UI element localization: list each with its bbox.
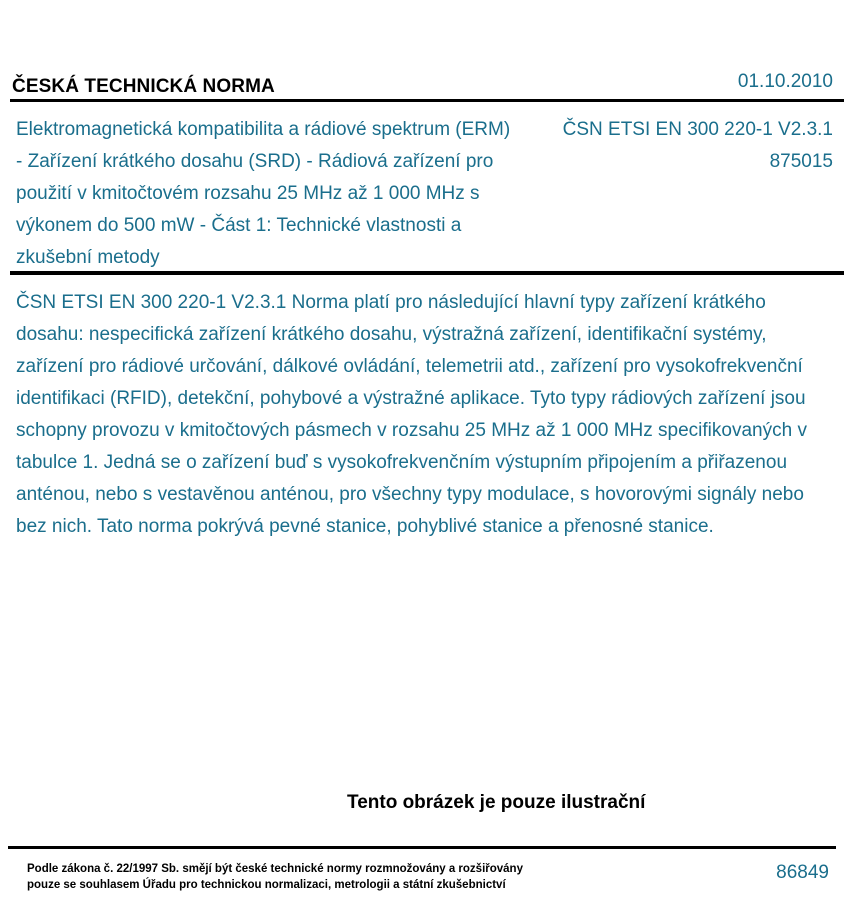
top-divider bbox=[10, 99, 844, 102]
catalog-number: 875015 bbox=[769, 151, 833, 172]
document-number: 86849 bbox=[776, 862, 829, 883]
legal-notice-line-1: Podle zákona č. 22/1997 Sb. smějí být české technické normy rozmnožovány a rozšiřovány bbox=[27, 863, 523, 875]
bottom-divider bbox=[8, 846, 836, 849]
standard-code: ČSN ETSI EN 300 220-1 V2.3.1 bbox=[562, 119, 833, 140]
illustration-note: Tento obrázek je pouze ilustrační bbox=[347, 792, 646, 813]
standard-code-block bbox=[563, 114, 833, 178]
document-type-title: ČESKÁ TECHNICKÁ NORMA bbox=[12, 76, 275, 97]
publication-date: 01.10.2010 bbox=[737, 71, 833, 92]
standard-name: Elektromagnetická kompatibilita a rádiové spektrum (ERM) - Zařízení krátkého dosahu (SRD) - Rádiová zařízení pro použití v kmitočtovém rozsahu 25 MHz až 1 000 MHz s výkonem do 500 mW - Část 1: Technické vlastnosti a zkušební metody bbox=[16, 119, 511, 268]
legal-notice bbox=[27, 861, 587, 893]
legal-notice-line-2: pouze se souhlasem Úřadu pro technickou normalizaci, metrologii a státní zkušebnictví bbox=[27, 879, 506, 891]
standard-abstract: ČSN ETSI EN 300 220-1 V2.3.1 Norma platí pro následující hlavní typy zařízení krátkého dosahu: nespecifická zařízení krátkého dosahu, výstražná zařízení, identifikační systémy, zařízení pro rádiové určování, dálkové ovládání, telemetrii atd., zařízení pro vysokofrekvenční identifikaci (RFID), detekční, pohybové a výstražné aplikace. Tyto typy rádiových zařízení jsou schopny provozu v kmitočtových pásmech v rozsahu 25 MHz až 1 000 MHz specifikovaných v tabulce 1. Jedná se o zařízení buď s vysokofrekvenčním výstupním připojením a přiřazenou anténou, nebo s vestavěnou anténou, pro všechny typy modulace, s hovorovými signály nebo bez nich. Tato norma pokrývá pevné stanice, pohyblivé stanice a přenosné stanice. bbox=[16, 292, 807, 537]
middle-divider bbox=[10, 271, 844, 275]
